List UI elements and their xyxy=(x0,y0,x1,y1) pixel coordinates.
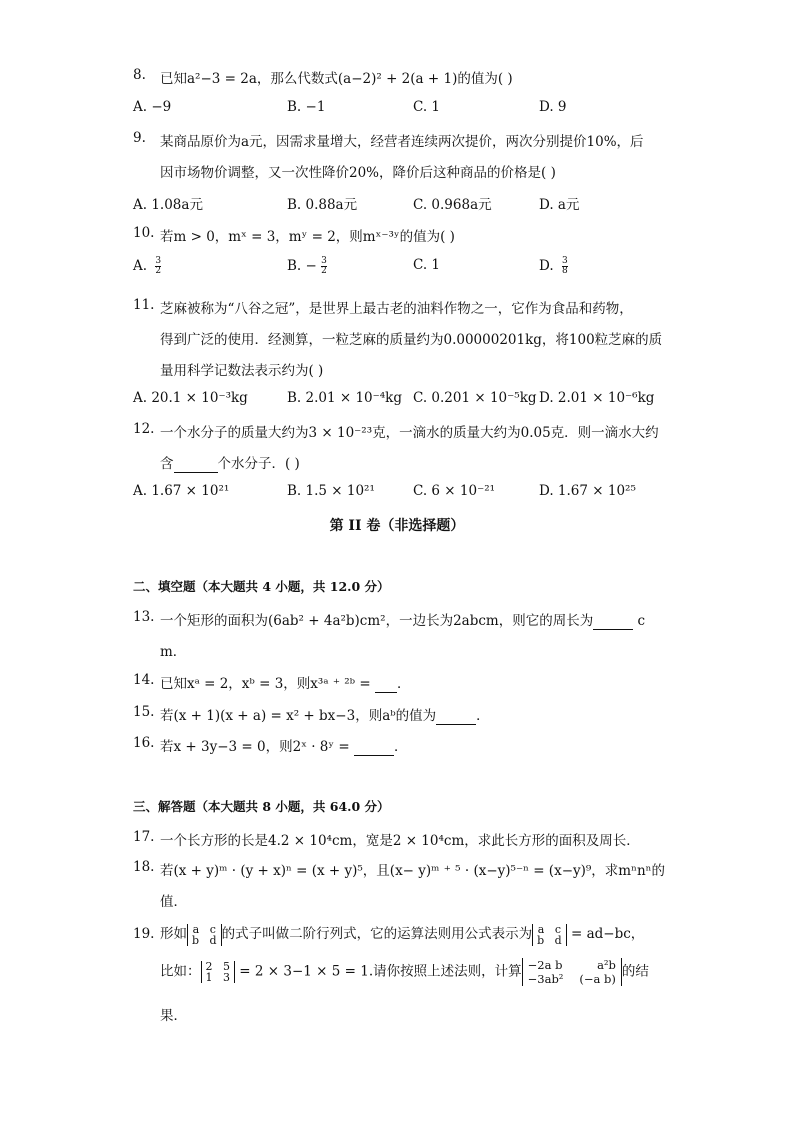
fraction-denominator: 2 xyxy=(321,266,327,276)
question-body: 若(x + 1)(x + a) = x² + bx−3，则aᵇ的值为 xyxy=(160,708,437,724)
det-cell: d xyxy=(554,933,562,947)
option-a[interactable]: A. 20.1 × 10⁻³kg xyxy=(133,390,248,406)
question-text: 某商品原价为a元，因需求量增大，经营者连续两次提价，两次分别提价10%，后 xyxy=(160,134,644,150)
option-c[interactable]: C. 1 xyxy=(413,99,441,115)
question-number: 10. xyxy=(133,225,155,241)
answer-blank[interactable] xyxy=(174,456,218,473)
determinant-formula xyxy=(532,924,567,946)
fraction-numerator: 3 xyxy=(155,256,162,266)
question-text: 已知a²−3 = 2a，那么代数式(a−2)² + 2(a + 1)的值为( ) xyxy=(160,71,513,87)
det-cell: c xyxy=(209,922,216,936)
option-b[interactable]: B. 2.01 × 10⁻⁴kg xyxy=(287,390,402,406)
det-cell: d xyxy=(209,933,217,947)
question-tail: ． xyxy=(396,676,411,692)
question-text-cont: 得到广泛的使用．经测算，一粒芝麻的质量约为0.00000201kg，将100粒芝麻的质 xyxy=(160,332,663,348)
answer-blank[interactable] xyxy=(436,708,476,725)
fraction-denominator: 2 xyxy=(155,266,162,276)
option-c[interactable]: C. 0.201 × 10⁻⁵kg xyxy=(413,390,537,406)
text: 形如 xyxy=(160,926,187,942)
question-text-cont: 果． xyxy=(160,1008,187,1024)
question-text xyxy=(160,922,644,946)
question-number: 12. xyxy=(133,421,155,437)
option-b[interactable]: B. −1 xyxy=(287,99,326,115)
option-a[interactable] xyxy=(133,257,161,276)
question-body: 若x + 3y−3 = 0，则2ˣ · 8ʸ = xyxy=(160,739,350,755)
question-tail: ． xyxy=(394,739,408,755)
option-d[interactable]: D. 2.01 × 10⁻⁶kg xyxy=(539,390,655,406)
question-text-cont: 因市场物价调整，又一次性降价20%，降价后这种商品的价格是( ) xyxy=(160,165,556,181)
question-number: 19. xyxy=(133,926,155,942)
option-c[interactable]: C. 0.968a元 xyxy=(413,197,492,213)
option-b[interactable] xyxy=(287,257,327,276)
question-body: 一个矩形的面积为(6ab² + 4a²b)cm²，一边长为2abcm，则它的周长为 xyxy=(160,613,594,629)
question-number: 8. xyxy=(133,67,146,83)
question-text-cont: 值． xyxy=(160,894,187,910)
fraction xyxy=(155,257,161,276)
question-text: 芝麻被称为“八谷之冠”，是世界上最古老的油料作物之一，它作为食品和药物， xyxy=(160,301,633,317)
option-a[interactable]: A. 1.08a元 xyxy=(133,197,203,213)
fraction xyxy=(321,257,327,276)
option-label: D. xyxy=(539,258,554,274)
text-after-blank: 个水分子．( ) xyxy=(217,456,300,472)
question-body: 已知xᵃ = 2，xᵇ = 3，则x³ᵃ ⁺ ²ᵇ = xyxy=(160,676,371,692)
text: 的结 xyxy=(621,963,649,980)
option-d[interactable] xyxy=(539,257,568,276)
question-number: 18. xyxy=(133,859,155,875)
text: 的式子叫做二阶行列式，它的运算法则用公式表示为 xyxy=(221,926,533,942)
option-label: B. − xyxy=(287,258,317,274)
option-a[interactable]: A. 1.67 × 10²¹ xyxy=(133,483,230,499)
fraction xyxy=(562,257,568,276)
part-2-title: 第 II 卷（非选择题） xyxy=(329,518,465,534)
det-cell: −2a b xyxy=(527,958,563,972)
question-number: 9. xyxy=(133,130,146,146)
option-c[interactable]: C. 1 xyxy=(413,257,441,273)
question-number: 13. xyxy=(133,609,155,625)
question-text: 若m > 0，mˣ = 3，mʸ = 2，则mˣ⁻³ʸ的值为( ) xyxy=(160,229,455,245)
option-d[interactable]: D. 9 xyxy=(539,99,567,115)
det-cell: b xyxy=(192,933,200,947)
det-cell: a xyxy=(192,922,200,936)
fraction-denominator: 8 xyxy=(561,266,568,276)
det-cell: a²b xyxy=(597,958,616,972)
question-text-cont xyxy=(160,958,649,986)
question-text: 一个水分子的质量大约为3 × 10⁻²³克，一滴水的质量大约为0.05克．则一滴水大约 xyxy=(160,425,659,441)
option-b[interactable]: B. 0.88a元 xyxy=(287,197,358,213)
question-text xyxy=(160,609,645,630)
option-a[interactable]: A. −9 xyxy=(133,99,172,115)
unit-text: c xyxy=(637,613,646,629)
option-d[interactable]: D. a元 xyxy=(539,197,580,213)
text: = ad−bc， xyxy=(570,926,645,942)
question-text xyxy=(160,735,408,756)
det-cell: 2 xyxy=(205,960,213,973)
option-label: A. xyxy=(133,258,148,274)
question-number: 16. xyxy=(133,735,155,751)
option-c[interactable]: C. 6 × 10⁻²¹ xyxy=(413,483,496,499)
answer-blank[interactable] xyxy=(375,676,397,693)
question-text xyxy=(160,672,410,693)
option-d[interactable]: D. 1.67 × 10²⁵ xyxy=(539,483,636,499)
det-cell: b xyxy=(537,933,545,947)
question-tail: ． xyxy=(476,708,490,724)
answer-blank[interactable] xyxy=(354,739,394,756)
section-2-heading: 二、填空题（本大题共 4 小题，共 12.0 分） xyxy=(133,579,390,594)
section-3-heading: 三、解答题（本大题共 8 小题，共 64.0 分） xyxy=(133,799,390,814)
question-text: 若(x + y)ᵐ · (y + x)ⁿ = (x + y)⁵，且(x− y)ᵐ ⁺ ⁵ · (x−y)⁵⁻ⁿ = (x−y)⁹，求mⁿnⁿ的 xyxy=(160,863,665,879)
question-number: 17. xyxy=(133,829,155,845)
text: 比如： xyxy=(160,963,201,980)
det-cell: 5 xyxy=(223,960,230,973)
question-text xyxy=(160,704,490,725)
option-b[interactable]: B. 1.5 × 10²¹ xyxy=(287,483,375,499)
fraction-numerator: 3 xyxy=(321,256,327,266)
determinant-question xyxy=(522,958,622,986)
fraction-numerator: 3 xyxy=(561,256,568,266)
question-text: 一个长方形的长是4.2 × 10⁴cm，宽是2 × 10⁴cm，求此长方形的面积及周长． xyxy=(160,833,640,849)
question-number: 14. xyxy=(133,672,155,688)
determinant-general xyxy=(187,924,222,946)
det-cell: c xyxy=(554,922,561,936)
text-before-blank: 含 xyxy=(160,456,174,472)
det-cell: −3ab² xyxy=(527,972,564,986)
question-number: 15. xyxy=(133,704,155,720)
text: = 2 × 3−1 × 5 = 1.请你按照上述法则，计算 xyxy=(239,963,522,980)
question-text-cont: 量用科学记数法表示约为( ) xyxy=(160,363,324,379)
answer-blank[interactable] xyxy=(593,613,633,630)
det-cell: (−a b) xyxy=(579,972,616,986)
determinant-example xyxy=(201,961,236,983)
question-text-cont xyxy=(160,452,300,473)
question-text-cont: m． xyxy=(160,644,187,660)
question-number: 11. xyxy=(133,297,155,313)
det-cell: 1 xyxy=(205,971,213,984)
det-cell: 3 xyxy=(223,971,230,984)
det-cell: a xyxy=(537,922,545,936)
